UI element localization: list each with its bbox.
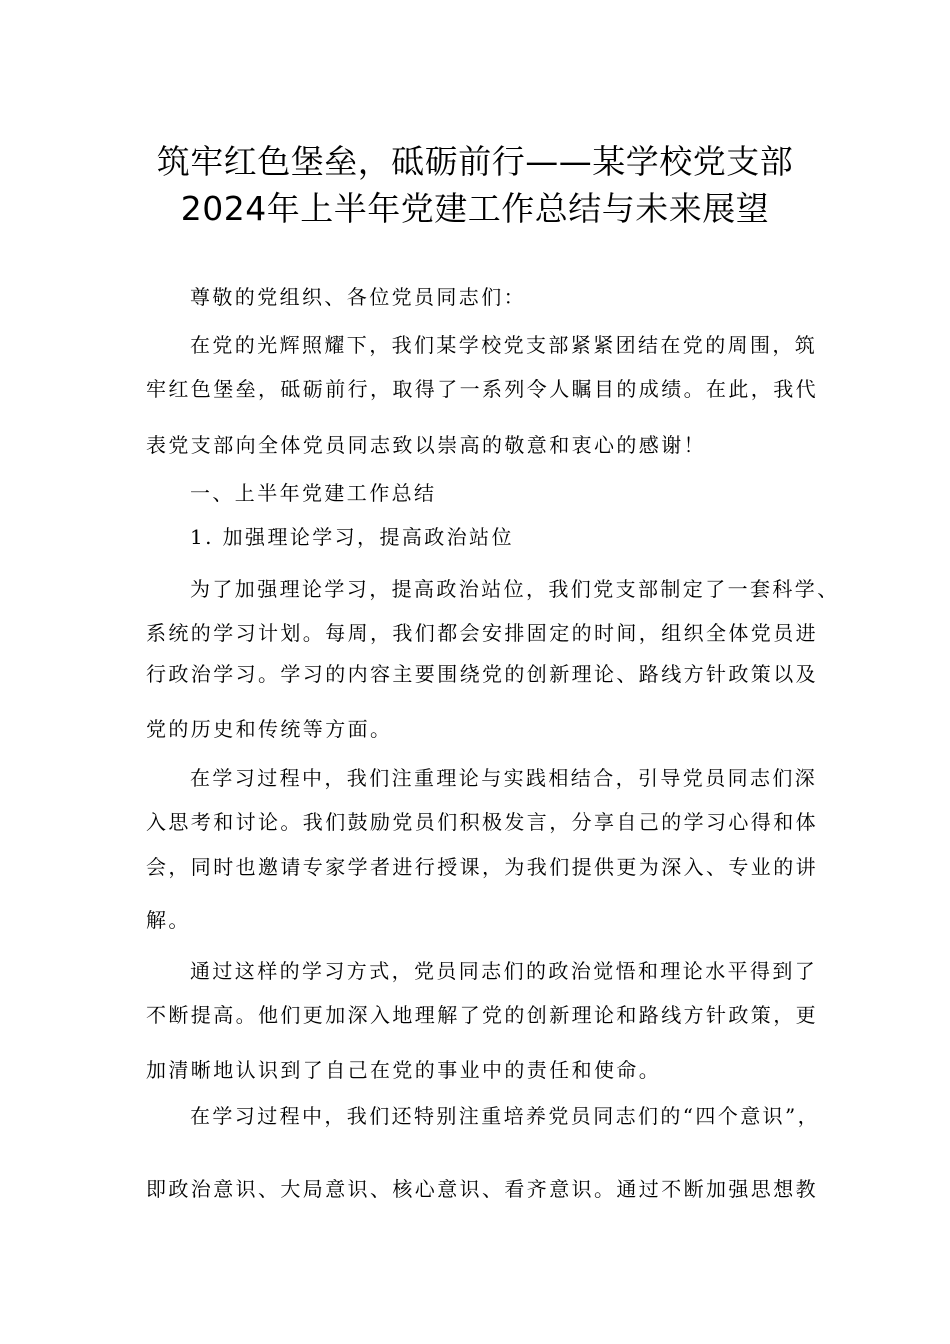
paragraph-line: 通过这样的学习方式，党员同志们的政治觉悟和理论水平得到了	[190, 959, 818, 983]
paragraph-line: 在学习过程中，我们注重理论与实践相结合，引导党员同志们深	[190, 766, 818, 790]
paragraph-line: 在学习过程中，我们还特别注重培养党员同志们的“四个意识”，	[190, 1104, 821, 1128]
paragraph-line: 为了加强理论学习，提高政治站位，我们党支部制定了一套科学、	[190, 577, 840, 601]
paragraph-line: 会，同时也邀请专家学者进行授课，为我们提供更为深入、专业的讲	[146, 855, 818, 879]
paragraph-line: 表党支部向全体党员同志致以崇高的敬意和衷心的感谢！	[146, 433, 706, 457]
paragraph-line: 牢红色堡垒，砥砺前行，取得了一系列令人瞩目的成绩。在此，我代	[146, 377, 818, 401]
paragraph-line: 党的历史和传统等方面。	[146, 717, 393, 741]
paragraph-line: 行政治学习。学习的内容主要围绕党的创新理论、路线方针政策以及	[146, 662, 818, 686]
subsection-heading: 1. 加强理论学习，提高政治站位	[190, 525, 514, 549]
paragraph-line: 系统的学习计划。每周，我们都会安排固定的时间，组织全体党员进	[146, 621, 818, 645]
paragraph-line: 加清晰地认识到了自己在党的事业中的责任和使命。	[146, 1058, 662, 1082]
paragraph-line: 在党的光辉照耀下，我们某学校党支部紧紧团结在党的周围，筑	[190, 333, 818, 357]
salutation: 尊敬的党组织、各位党员同志们：	[190, 285, 526, 309]
section-heading: 一、上半年党建工作总结	[190, 481, 437, 505]
document-title-line-2: 2024年上半年党建工作总结与未来展望	[180, 189, 770, 228]
paragraph-line: 入思考和讨论。我们鼓励党员们积极发言，分享自己的学习心得和体	[146, 810, 818, 834]
paragraph-line: 即政治意识、大局意识、核心意识、看齐意识。通过不断加强思想教	[146, 1177, 818, 1201]
paragraph-line: 不断提高。他们更加深入地理解了党的创新理论和路线方针政策，更	[146, 1003, 818, 1027]
document-title-line-1: 筑牢红色堡垒，砥砺前行——某学校党支部	[156, 142, 794, 181]
paragraph-line: 解。	[146, 908, 191, 932]
